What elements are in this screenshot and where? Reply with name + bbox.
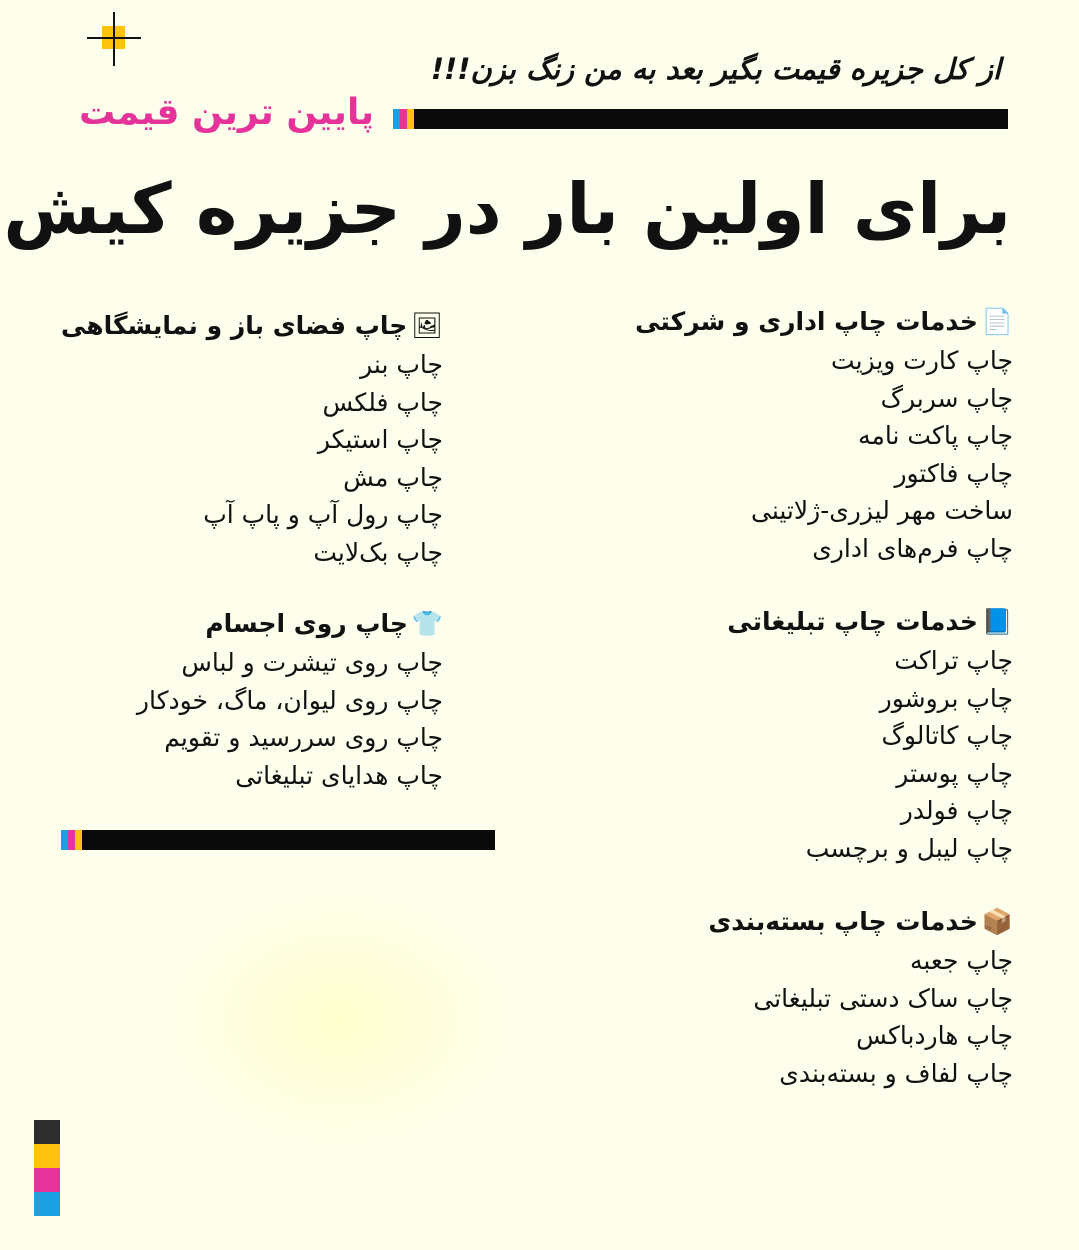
black-swatch (34, 1120, 60, 1144)
cmyk-swatch-column (34, 1120, 60, 1216)
group-office-printing (635, 302, 1013, 567)
list-item: چاپ کارت ویزیت (831, 346, 1013, 375)
group-title: 📘خدمات چاپ تبلیغاتی (727, 602, 1013, 642)
tagline: از کل جزیره قیمت بگیر بعد به من زنگ بزن!!! (430, 52, 1001, 86)
registration-mark-icon (87, 12, 141, 66)
framed-picture-icon: 🖼 (411, 311, 443, 340)
list-item: چاپ هاردباکس (856, 1021, 1013, 1050)
service-list (61, 346, 443, 571)
background-glow (150, 880, 530, 1160)
group-outdoor-printing (61, 306, 443, 571)
list-item: چاپ پاکت نامه (858, 421, 1013, 450)
list-item: ساخت مهر لیزری-ژلاتینی (751, 496, 1013, 525)
list-item: چاپ فرم‌های اداری (812, 533, 1013, 563)
list-item: چاپ فاکتور (894, 458, 1013, 488)
list-item: چاپ روی تیشرت و لباس (181, 648, 443, 677)
list-item: چاپ بک‌لایت (313, 537, 443, 567)
list-item: چاپ مش (343, 462, 443, 492)
list-item: چاپ بروشور (879, 683, 1013, 713)
list-item: چاپ رول آپ و پاپ آپ (203, 500, 443, 529)
service-list (137, 644, 443, 794)
list-item: چاپ فلکس (322, 387, 443, 417)
cyan-swatch (34, 1192, 60, 1216)
list-item: چاپ فولدر (900, 796, 1013, 825)
group-title: 📄خدمات چاپ اداری و شرکتی (635, 302, 1013, 342)
t-shirt-icon: 👕 (411, 609, 443, 638)
lowest-price-subhead: پایین ترین قیمت (78, 92, 374, 133)
list-item: چاپ استیکر (317, 425, 443, 454)
document-icon: 📄 (981, 307, 1013, 336)
group-object-printing (137, 604, 443, 794)
list-item: چاپ سربرگ (880, 383, 1013, 413)
color-bar-top (393, 109, 1008, 129)
magenta-swatch (34, 1168, 60, 1192)
list-item: چاپ لفاف و بسته‌بندی (779, 1058, 1013, 1088)
list-item: چاپ ساک دستی تبلیغاتی (753, 983, 1013, 1013)
list-item: چاپ تراکت (894, 646, 1013, 675)
list-item: چاپ لیبل و برچسب (805, 833, 1013, 863)
group-title: 📦خدمات چاپ بسته‌بندی (708, 902, 1013, 942)
group-title: 🖼چاپ فضای باز و نمایشگاهی (61, 306, 443, 346)
blue-book-icon: 📘 (981, 607, 1013, 636)
color-bar-middle (61, 830, 495, 850)
list-item: چاپ پوستر (896, 758, 1013, 788)
group-package-printing (708, 902, 1013, 1092)
service-list (635, 342, 1013, 567)
service-list (708, 942, 1013, 1092)
list-item: چاپ کاتالوگ (881, 721, 1013, 750)
group-promo-printing (727, 602, 1013, 867)
list-item: چاپ بنر (360, 350, 443, 379)
list-item: چاپ جعبه (909, 946, 1013, 975)
list-item: چاپ هدایای تبلیغاتی (235, 760, 443, 790)
package-icon: 📦 (981, 907, 1013, 936)
list-item: چاپ روی سررسید و تقویم (164, 723, 443, 752)
yellow-swatch (34, 1144, 60, 1168)
list-item: چاپ روی لیوان، ماگ، خودکار (136, 685, 443, 715)
main-headline: برای اولین بار در جزیره کیش (3, 168, 1011, 250)
service-list (727, 642, 1013, 867)
group-title: 👕چاپ روی اجسام (137, 604, 443, 644)
